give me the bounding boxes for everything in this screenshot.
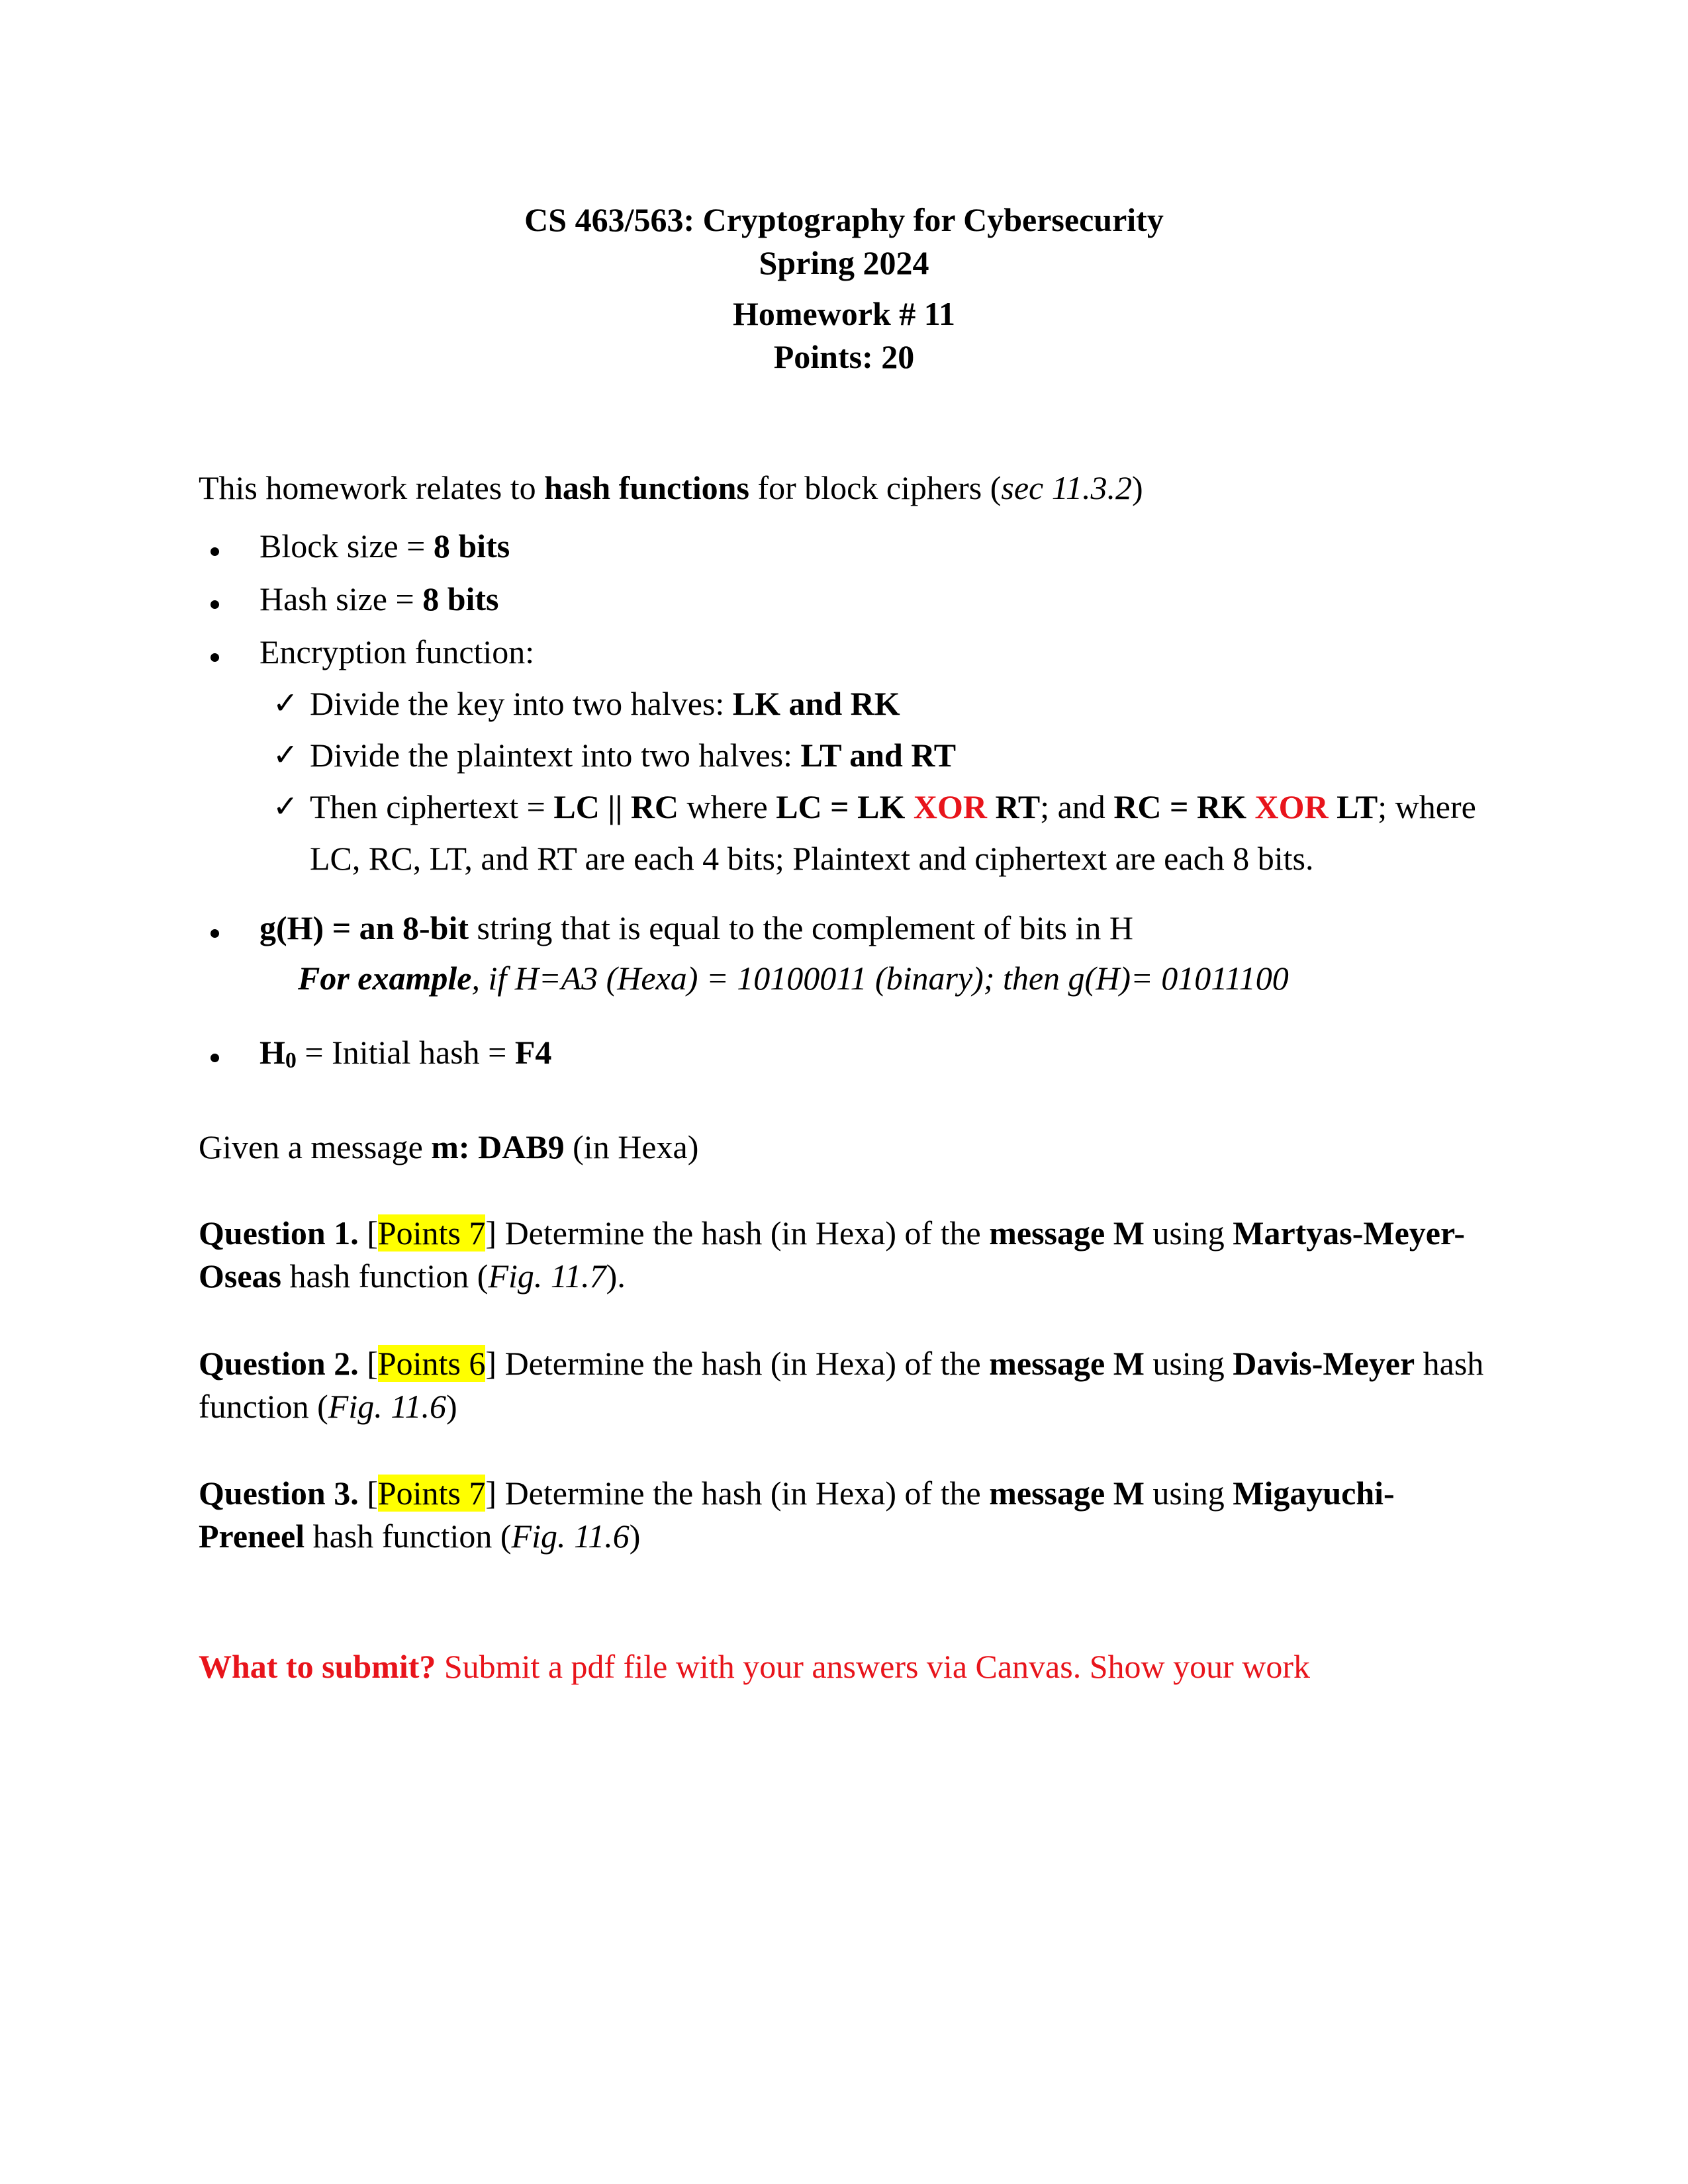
checkmark-icon: ✓ [273,737,299,772]
check-item-ciphertext: Then ciphertext = LC || RC where LC = LK XOR RT; and RC = RK XOR LT; where [310,788,1476,825]
encryption-function-item: Encryption function: [259,633,535,670]
points-highlight: Points 7 [377,1475,486,1512]
checkmark-icon: ✓ [273,788,299,824]
term: Spring 2024 [759,244,929,281]
submission-instructions: What to submit? Submit a pdf file with your answers via Canvas. Show your work [199,1648,1311,1685]
question-2-line2: function (Fig. 11.6) [199,1388,457,1425]
gh-definition: g(H) = an 8-bit string that is equal to the complement of bits in H [259,909,1134,946]
bullet [211,547,219,556]
bullet [211,1054,219,1062]
gh-example: For example, if H=A3 (Hexa) = 10100011 (binary); then g(H)= 01011100 [298,960,1289,997]
bullet [211,600,219,609]
question-1: Question 1. [Points 7] Determine the hash (in Hexa) of the message M using Martyas-Meyer- [199,1214,1465,1251]
check-item-key: Divide the key into two halves: LK and RK [310,685,900,722]
homework-number: Homework # 11 [732,295,956,332]
intro-paragraph: This homework relates to hash functions for block ciphers (sec 11.3.2) [199,469,1143,506]
checkmark-icon: ✓ [273,685,299,721]
hash-size-item: Hash size = 8 bits [259,580,499,617]
bullet [211,929,219,938]
check-item-ciphertext-line2: LC, RC, LT, and RT are each 4 bits; Plaintext and ciphertext are each 8 bits. [310,840,1314,877]
points-highlight: Points 6 [377,1345,486,1382]
course-title: CS 463/563: Cryptography for Cybersecurity [524,201,1164,238]
initial-hash-item: $H_0$ = Initial hash = F4 [259,1034,552,1073]
question-3: Question 3. [Points 7] Determine the hash (in Hexa) of the message M using Migayuchi- [199,1475,1395,1512]
question-2: Question 2. [Points 6] Determine the hash (in Hexa) of the message M using Davis-Meyer hash [199,1345,1484,1382]
message-statement: Given a message m: DAB9 (in Hexa) [199,1128,699,1165]
check-item-plaintext: Divide the plaintext into two halves: LT and RT [310,737,957,774]
block-size-item: Block size = 8 bits [259,527,510,565]
bullet [211,653,219,662]
points-highlight: Points 7 [377,1214,486,1251]
question-3-line2: Preneel hash function (Fig. 11.6) [199,1518,641,1555]
question-1-line2: Oseas hash function (Fig. 11.7). [199,1257,626,1295]
total-points: Points: 20 [773,338,915,375]
